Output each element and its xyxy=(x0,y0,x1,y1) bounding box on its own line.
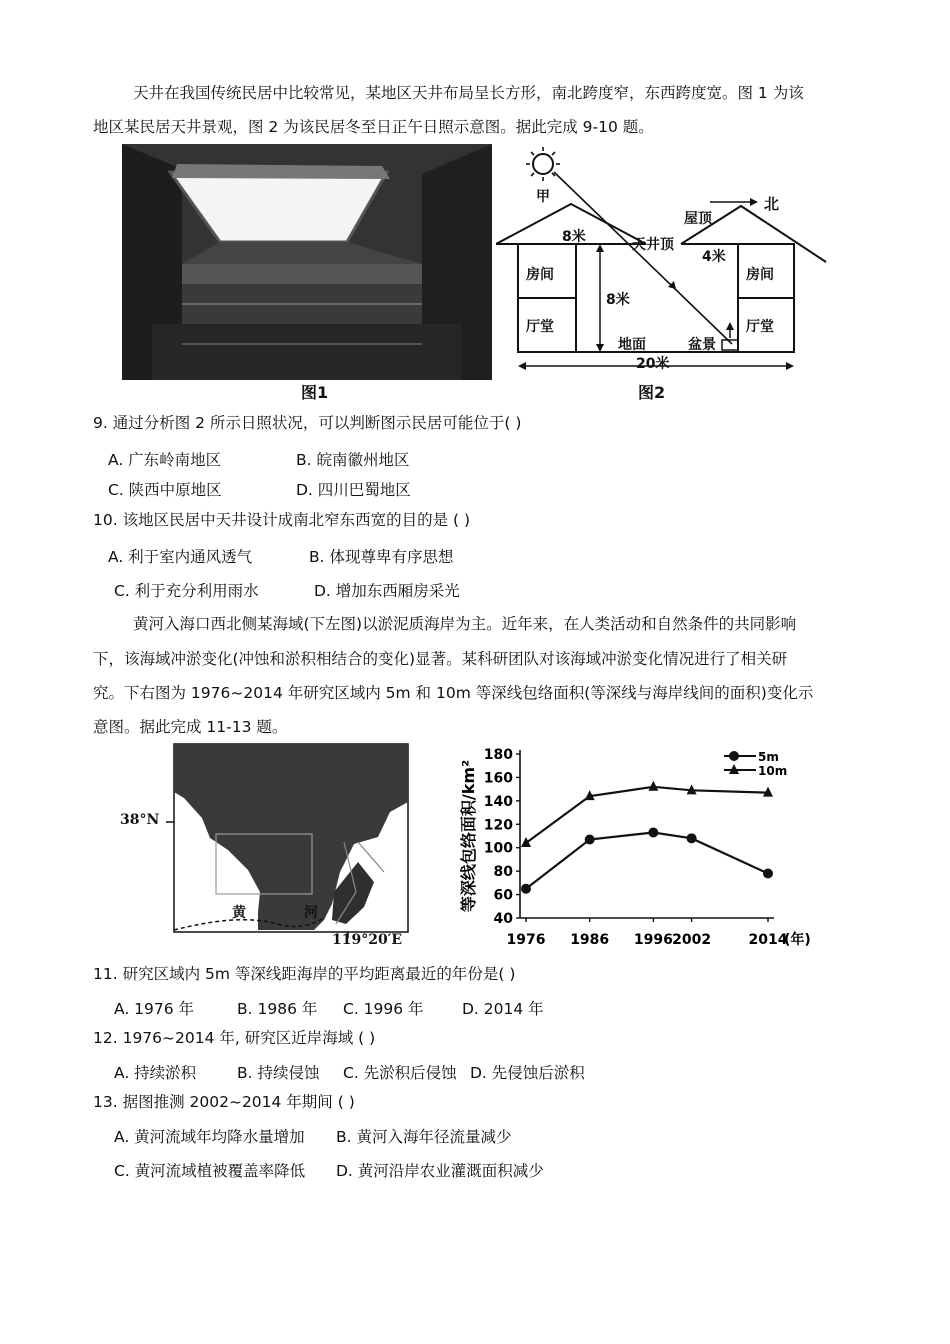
q11-stem: 11. 研究区域内 5m 等深线距海岸的平均距离最近的年份是( ) xyxy=(93,965,516,983)
passage2-line-3: 究。下右图为 1976~2014 年研究区域内 5m 和 10m 等深线包络面积(等深线与海岸线间的面积)变化示 xyxy=(93,684,814,702)
x-tick-label: 2014 xyxy=(748,932,788,948)
point-10m xyxy=(521,837,531,847)
label-width-left: 8米 xyxy=(562,229,586,245)
q10-option-c[interactable]: C. 利于充分利用雨水 xyxy=(114,582,259,600)
q11-option-a[interactable]: A. 1976 年 xyxy=(114,1000,195,1018)
figure2-diagram xyxy=(496,144,830,380)
legend-label-5m: 5m xyxy=(758,750,779,764)
label-ground: 地面 xyxy=(618,337,646,353)
y-tick-label: 100 xyxy=(483,840,513,857)
q12-stem: 12. 1976~2014 年, 研究区近岸海域 ( ) xyxy=(93,1029,376,1047)
q13-option-c[interactable]: C. 黄河流域植被覆盖率降低 xyxy=(114,1162,306,1180)
q12-option-a[interactable]: A. 持续淤积 xyxy=(114,1064,197,1082)
point-5m xyxy=(763,868,773,878)
x-tick-label: 1986 xyxy=(570,932,610,948)
passage1-line-1: 天井在我国传统民居中比较常见，某地区天井布局呈长方形，南北跨度窄，东西跨度宽。图 1 为该 xyxy=(133,84,804,102)
label-width-right: 4米 xyxy=(702,249,726,265)
passage1-line-2: 地区某民居天井景观，图 2 为该民居冬至日正午日照示意图。据此完成 9-10 题。 xyxy=(93,118,654,136)
q13-option-a[interactable]: A. 黄河流域年均降水量增加 xyxy=(114,1128,305,1146)
label-hall-left: 厅堂 xyxy=(526,319,554,335)
y-tick-label: 140 xyxy=(483,793,513,810)
x-tick-label: 2002 xyxy=(672,932,712,948)
q10-option-d[interactable]: D. 增加东西厢房采光 xyxy=(314,582,460,600)
map-figure xyxy=(118,742,418,952)
x-tick-label: 1976 xyxy=(506,932,546,948)
q9-stem: 9. 通过分析图 2 所示日照状况，可以判断图示民居可能位于( ) xyxy=(93,414,522,432)
y-axis-label: 等深线包络面积/km² xyxy=(459,759,478,913)
map-lon-label: 119°20′E xyxy=(332,932,403,948)
q12-option-b[interactable]: B. 持续侵蚀 xyxy=(237,1064,320,1082)
passage2-line-4: 意图。据此完成 11-13 题。 xyxy=(93,718,288,736)
line-chart xyxy=(456,742,854,954)
y-tick-label: 40 xyxy=(493,911,513,927)
label-height: 8米 xyxy=(606,292,630,308)
label-room-left: 房间 xyxy=(526,267,554,283)
q9-option-c[interactable]: C. 陕西中原地区 xyxy=(108,481,222,499)
q11-option-c[interactable]: C. 1996 年 xyxy=(343,1000,424,1018)
q10-option-a[interactable]: A. 利于室内通风透气 xyxy=(108,548,253,566)
q12-option-d[interactable]: D. 先侵蚀后淤积 xyxy=(470,1064,585,1082)
point-5m xyxy=(687,833,697,843)
q9-option-a[interactable]: A. 广东岭南地区 xyxy=(108,451,222,469)
q11-option-b[interactable]: B. 1986 年 xyxy=(237,1000,318,1018)
map-river-char-2: 河 xyxy=(304,905,318,921)
q9-option-d[interactable]: D. 四川巴蜀地区 xyxy=(296,481,411,499)
map-river-char-1: 黄 xyxy=(232,905,246,921)
y-tick-label: 180 xyxy=(483,747,513,763)
passage2-line-1: 黄河入海口西北侧某海域(下左图)以淤泥质海岸为主。近年来，在人类活动和自然条件的共同影响 xyxy=(133,615,797,633)
x-axis-label: (年) xyxy=(784,932,811,948)
q9-option-b[interactable]: B. 皖南徽州地区 xyxy=(296,451,410,469)
figure1-caption: 图1 xyxy=(301,383,329,402)
sun-icon xyxy=(526,147,560,181)
point-5m xyxy=(585,835,595,845)
q11-option-d[interactable]: D. 2014 年 xyxy=(462,1000,544,1018)
y-tick-label: 160 xyxy=(483,770,513,787)
q13-option-b[interactable]: B. 黄河入海年径流量减少 xyxy=(336,1128,512,1146)
label-hall-right: 厅堂 xyxy=(746,319,774,335)
series-line-10m xyxy=(526,787,768,843)
point-5m xyxy=(648,827,658,837)
x-tick-label: 1996 xyxy=(633,932,673,948)
label-span: 20米 xyxy=(636,356,670,372)
label-bonsai: 盆景 xyxy=(688,337,716,353)
chart-figure xyxy=(456,742,854,954)
legend-marker-5m xyxy=(729,751,739,761)
passage2-line-2: 下，该海域冲淤变化(冲蚀和淤积相结合的变化)显著。某科研团队对该海域冲淤变化情况进行了相关研 xyxy=(93,650,788,668)
q12-option-c[interactable]: C. 先淤积后侵蚀 xyxy=(343,1064,457,1082)
label-sun: 甲 xyxy=(536,189,550,205)
map-lat-label: 38°N xyxy=(120,812,160,828)
y-tick-label: 80 xyxy=(493,864,513,881)
label-north: 北 xyxy=(764,195,780,213)
q13-option-d[interactable]: D. 黄河沿岸农业灌溉面积减少 xyxy=(336,1162,544,1180)
y-tick-label: 60 xyxy=(493,887,513,904)
figure2-caption: 图2 xyxy=(638,383,666,402)
point-5m xyxy=(521,884,531,894)
label-roof-ridge: 屋顶 xyxy=(684,211,712,227)
series-line-5m xyxy=(526,832,768,888)
q10-stem: 10. 该地区民居中天井设计成南北窄东西宽的目的是 ( ) xyxy=(93,511,471,529)
q10-option-b[interactable]: B. 体现尊卑有序思想 xyxy=(309,548,454,566)
label-room-right: 房间 xyxy=(746,267,774,283)
y-tick-label: 120 xyxy=(483,817,513,834)
legend-label-10m: 10m xyxy=(758,764,788,778)
q13-stem: 13. 据图推测 2002~2014 年期间 ( ) xyxy=(93,1093,355,1111)
point-10m xyxy=(648,781,658,791)
label-courtyard-top: 天井顶 xyxy=(632,237,674,253)
figure1-photo xyxy=(122,144,492,380)
